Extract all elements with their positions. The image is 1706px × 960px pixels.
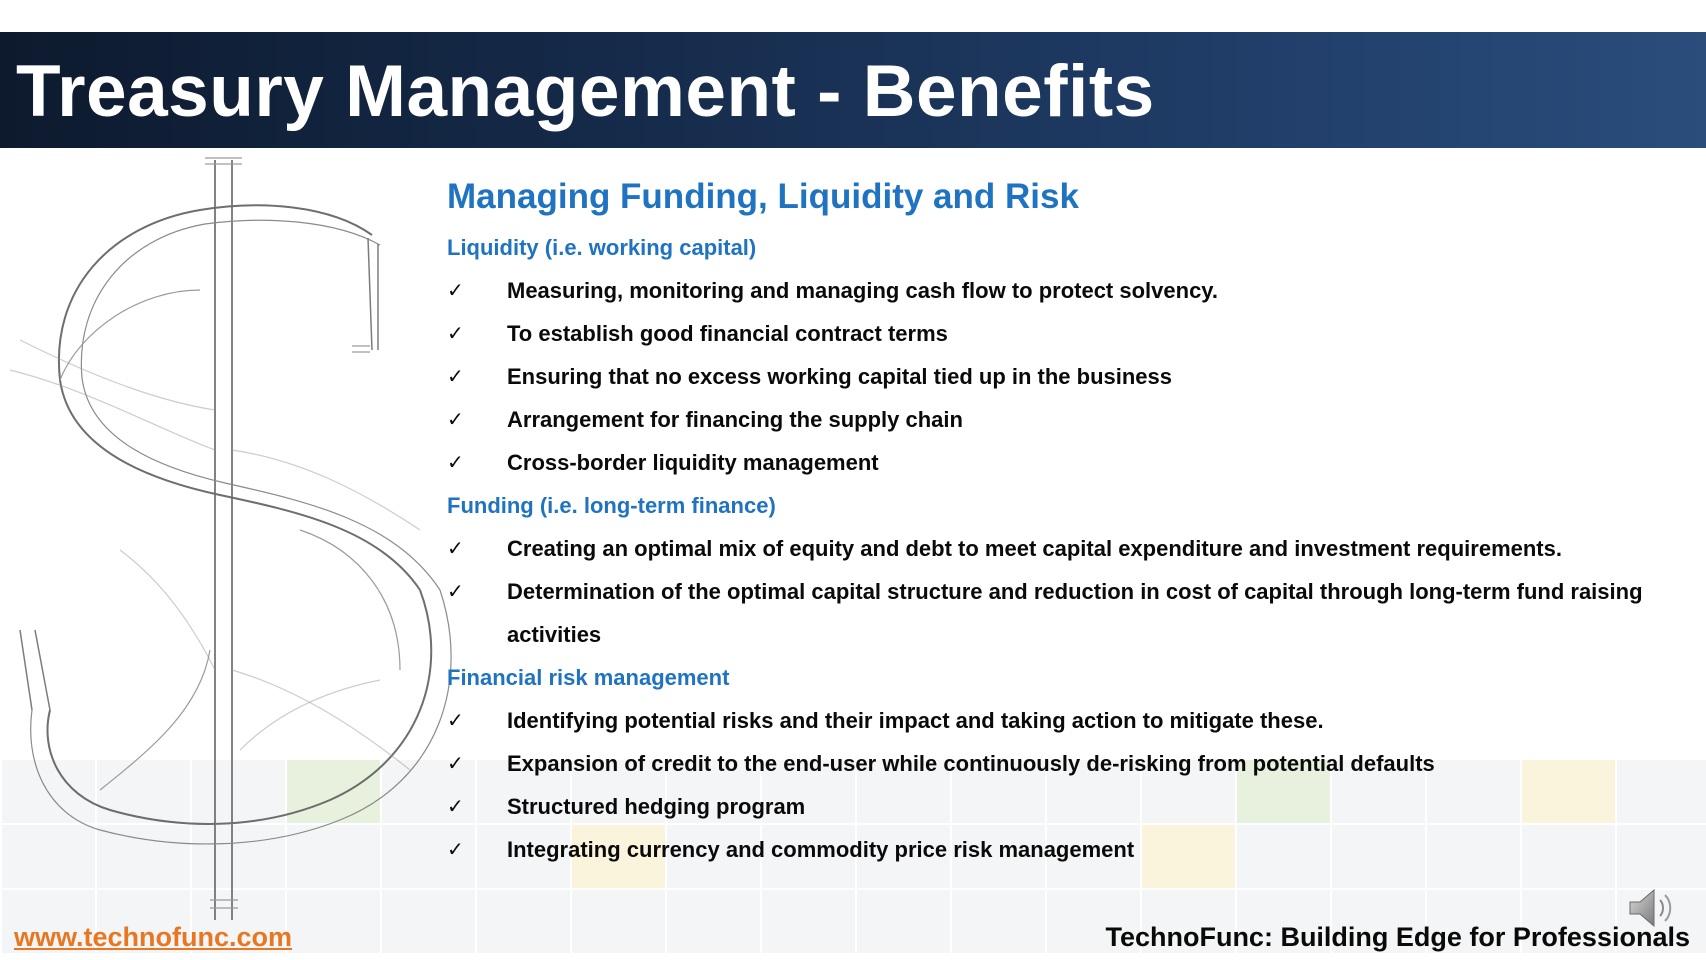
list-item: ✓ Integrating currency and commodity price risk management — [447, 828, 1687, 871]
check-icon: ✓ — [447, 364, 464, 388]
list-item: ✓ Creating an optimal mix of equity and debt to meet capital expenditure and investment requirements. — [447, 527, 1687, 570]
website-link[interactable]: www.technofunc.com — [14, 922, 293, 952]
background-tile — [952, 890, 1045, 953]
check-icon: ✓ — [447, 708, 464, 732]
slide-title: Treasury Management - Benefits — [16, 51, 1155, 132]
background-tile — [857, 890, 950, 953]
check-icon: ✓ — [447, 407, 464, 431]
list-item: ✓ Arrangement for financing the supply chain — [447, 398, 1687, 441]
check-icon: ✓ — [447, 579, 464, 603]
content-area — [447, 172, 1687, 871]
check-icon: ✓ — [447, 450, 464, 474]
section-title: Liquidity (i.e. working capital) — [447, 235, 757, 260]
dollar-sign-sketch-icon — [0, 150, 470, 930]
check-icon: ✓ — [447, 536, 464, 560]
list-item: ✓ Ensuring that no excess working capital tied up in the business — [447, 355, 1687, 398]
section-liquidity — [447, 226, 1687, 484]
list-item: ✓ Measuring, monitoring and managing cash flow to protect solvency. — [447, 269, 1687, 312]
list-item: ✓ Cross-border liquidity management — [447, 441, 1687, 484]
check-icon: ✓ — [447, 837, 464, 861]
background-tile — [572, 890, 665, 953]
list-item: ✓ Identifying potential risks and their impact and taking action to mitigate these. — [447, 699, 1687, 742]
check-icon: ✓ — [447, 278, 464, 302]
check-icon: ✓ — [447, 794, 464, 818]
section-risk — [447, 656, 1687, 871]
background-tile — [762, 890, 855, 953]
check-icon: ✓ — [447, 321, 464, 345]
list-item: ✓ Expansion of credit to the end-user while continuously de-risking from potential defaults — [447, 742, 1687, 785]
background-tile — [667, 890, 760, 953]
section-title: Financial risk management — [447, 665, 730, 690]
speaker-icon[interactable] — [1624, 880, 1680, 936]
list-item: ✓ To establish good financial contract terms — [447, 312, 1687, 355]
section-title: Funding (i.e. long-term finance) — [447, 493, 776, 518]
list-item: ✓ Determination of the optimal capital structure and reduction in cost of capital through long-term fund raising activities — [447, 570, 1687, 656]
background-tile — [477, 890, 570, 953]
section-heading: Managing Funding, Liquidity and Risk — [447, 177, 1079, 216]
check-icon: ✓ — [447, 751, 464, 775]
section-funding — [447, 484, 1687, 656]
footer-tagline: TechnoFunc: Building Edge for Professionals — [1105, 922, 1690, 952]
list-item: ✓ Structured hedging program — [447, 785, 1687, 828]
